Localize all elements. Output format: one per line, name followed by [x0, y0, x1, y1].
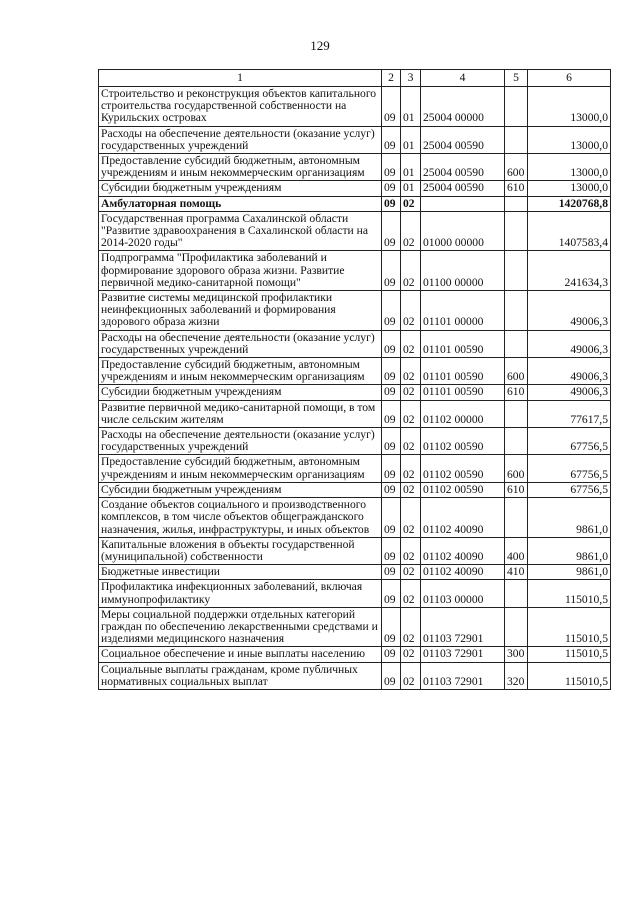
table-row	[99, 87, 611, 127]
row-name: Расходы на обеспечение деятельности (оказание услуг) государственных учреждений	[99, 428, 382, 455]
row-amount: 67756,5	[528, 455, 611, 482]
row-section: 09	[382, 498, 401, 538]
row-section: 09	[382, 154, 401, 181]
row-amount: 13000,0	[528, 126, 611, 153]
row-subsection: 02	[401, 662, 421, 689]
row-amount: 9861,0	[528, 537, 611, 564]
row-name: Бюджетные инвестиции	[99, 565, 382, 580]
header-col-1: 1	[99, 70, 382, 87]
row-expense-type	[505, 211, 528, 251]
row-name: Предоставление субсидий бюджетным, автономным учреждениям и иным некоммерческим организациям	[99, 358, 382, 385]
row-subsection: 02	[401, 251, 421, 291]
row-expense-type: 300	[505, 647, 528, 662]
row-amount: 1420768,8	[528, 196, 611, 211]
header-col-6: 6	[528, 70, 611, 87]
row-subsection: 02	[401, 400, 421, 427]
row-target-article: 01103 72901	[421, 662, 505, 689]
row-expense-type: 400	[505, 537, 528, 564]
row-name: Меры социальной поддержки отдельных категорий граждан по обеспечению лекарственными средствами и изделиями медицинского назначения	[99, 607, 382, 647]
row-subsection: 02	[401, 537, 421, 564]
row-subsection: 01	[401, 126, 421, 153]
row-name: Субсидии бюджетным учреждениям	[99, 385, 382, 400]
row-target-article: 01101 00590	[421, 330, 505, 357]
row-amount: 13000,0	[528, 154, 611, 181]
table-row	[99, 647, 611, 662]
row-name: Субсидии бюджетным учреждениям	[99, 181, 382, 196]
row-section: 09	[382, 251, 401, 291]
row-amount: 67756,5	[528, 482, 611, 497]
row-target-article: 01102 00590	[421, 455, 505, 482]
row-target-article: 25004 00590	[421, 154, 505, 181]
row-section: 09	[382, 126, 401, 153]
row-section: 09	[382, 565, 401, 580]
row-section: 09	[382, 662, 401, 689]
header-col-2: 2	[382, 70, 401, 87]
row-expense-type	[505, 126, 528, 153]
header-col-5: 5	[505, 70, 528, 87]
row-amount: 77617,5	[528, 400, 611, 427]
row-section: 09	[382, 607, 401, 647]
row-target-article: 01102 40090	[421, 537, 505, 564]
row-target-article: 01100 00000	[421, 251, 505, 291]
row-amount: 9861,0	[528, 565, 611, 580]
row-expense-type: 600	[505, 358, 528, 385]
row-amount: 49006,3	[528, 291, 611, 331]
row-amount: 49006,3	[528, 330, 611, 357]
row-section: 09	[382, 580, 401, 607]
row-target-article: 01102 40090	[421, 565, 505, 580]
table-row	[99, 455, 611, 482]
table-row	[99, 251, 611, 291]
row-target-article: 01102 00590	[421, 482, 505, 497]
table-row	[99, 607, 611, 647]
row-section: 09	[382, 181, 401, 196]
row-subsection: 02	[401, 498, 421, 538]
row-target-article: 25004 00590	[421, 126, 505, 153]
row-section: 09	[382, 211, 401, 251]
header-col-4: 4	[421, 70, 505, 87]
table-row	[99, 211, 611, 251]
row-target-article: 01102 00590	[421, 428, 505, 455]
table-row	[99, 330, 611, 357]
row-name: Социальное обеспечение и иные выплаты населению	[99, 647, 382, 662]
row-expense-type	[505, 330, 528, 357]
header-col-3: 3	[401, 70, 421, 87]
row-subsection: 02	[401, 647, 421, 662]
row-target-article: 01102 00000	[421, 400, 505, 427]
header-row	[99, 70, 611, 87]
row-section: 09	[382, 428, 401, 455]
row-amount: 115010,5	[528, 580, 611, 607]
row-subsection: 02	[401, 196, 421, 211]
table-row	[99, 428, 611, 455]
row-amount: 9861,0	[528, 498, 611, 538]
row-name: Строительство и реконструкция объектов капитального строительства государственной собственности на Курильских островах	[99, 87, 382, 127]
row-section: 09	[382, 455, 401, 482]
row-subsection: 02	[401, 428, 421, 455]
row-target-article: 25004 00590	[421, 181, 505, 196]
row-name: Подпрограмма "Профилактика заболеваний и формирование здорового образа жизни. Развитие первичной медико-санитарной помощи"	[99, 251, 382, 291]
row-subsection: 02	[401, 607, 421, 647]
row-name: Предоставление субсидий бюджетным, автономным учреждениям и иным некоммерческим организациям	[99, 154, 382, 181]
row-subsection: 02	[401, 565, 421, 580]
row-subsection: 01	[401, 87, 421, 127]
table-row	[99, 291, 611, 331]
row-amount: 13000,0	[528, 87, 611, 127]
row-section: 09	[382, 482, 401, 497]
row-name: Создание объектов социального и производственного комплексов, в том числе объектов общегражданского назначения, жилья, инфраструктуры, и иных объектов	[99, 498, 382, 538]
row-target-article: 01103 72901	[421, 647, 505, 662]
table-row	[99, 385, 611, 400]
row-subsection: 02	[401, 482, 421, 497]
row-name: Субсидии бюджетным учреждениям	[99, 482, 382, 497]
table-row	[99, 662, 611, 689]
row-name: Предоставление субсидий бюджетным, автономным учреждениям и иным некоммерческим организациям	[99, 455, 382, 482]
row-expense-type	[505, 291, 528, 331]
table-row	[99, 358, 611, 385]
row-target-article: 01102 40090	[421, 498, 505, 538]
row-amount: 67756,5	[528, 428, 611, 455]
row-subsection: 02	[401, 358, 421, 385]
row-expense-type	[505, 251, 528, 291]
row-expense-type: 600	[505, 154, 528, 181]
row-section: 09	[382, 537, 401, 564]
row-target-article: 25004 00000	[421, 87, 505, 127]
row-target-article: 01101 00590	[421, 358, 505, 385]
table-row	[99, 565, 611, 580]
row-target-article: 01101 00590	[421, 385, 505, 400]
row-name: Государственная программа Сахалинской области "Развитие здравоохранения в Сахалинской области на 2014-2020 годы"	[99, 211, 382, 251]
row-section: 09	[382, 647, 401, 662]
table-row	[99, 400, 611, 427]
row-expense-type: 600	[505, 455, 528, 482]
row-expense-type	[505, 196, 528, 211]
row-amount: 115010,5	[528, 607, 611, 647]
row-amount: 115010,5	[528, 662, 611, 689]
row-expense-type	[505, 607, 528, 647]
row-expense-type: 610	[505, 482, 528, 497]
row-target-article	[421, 196, 505, 211]
row-name: Расходы на обеспечение деятельности (оказание услуг) государственных учреждений	[99, 330, 382, 357]
table-row	[99, 482, 611, 497]
table-row	[99, 126, 611, 153]
table-row	[99, 580, 611, 607]
row-amount: 241634,3	[528, 251, 611, 291]
table-row	[99, 196, 611, 211]
row-section: 09	[382, 87, 401, 127]
row-target-article: 01101 00000	[421, 291, 505, 331]
row-section: 09	[382, 196, 401, 211]
row-subsection: 02	[401, 385, 421, 400]
row-section: 09	[382, 358, 401, 385]
table-row	[99, 154, 611, 181]
table-row	[99, 181, 611, 196]
row-name: Профилактика инфекционных заболеваний, включая иммунопрофилактику	[99, 580, 382, 607]
row-section: 09	[382, 330, 401, 357]
row-section: 09	[382, 291, 401, 331]
row-amount: 1407583,4	[528, 211, 611, 251]
row-name: Капитальные вложения в объекты государственной (муниципальной) собственности	[99, 537, 382, 564]
row-target-article: 01103 72901	[421, 607, 505, 647]
row-section: 09	[382, 400, 401, 427]
row-expense-type	[505, 87, 528, 127]
row-amount: 115010,5	[528, 647, 611, 662]
row-expense-type	[505, 498, 528, 538]
row-expense-type: 410	[505, 565, 528, 580]
row-expense-type: 610	[505, 385, 528, 400]
table-row	[99, 498, 611, 538]
row-section: 09	[382, 385, 401, 400]
row-name: Развитие системы медицинской профилактики неинфекционных заболеваний и формирования здорового образа жизни	[99, 291, 382, 331]
row-subsection: 02	[401, 455, 421, 482]
row-subsection: 02	[401, 330, 421, 357]
row-subsection: 02	[401, 580, 421, 607]
row-expense-type	[505, 428, 528, 455]
row-target-article: 01103 00000	[421, 580, 505, 607]
row-target-article: 01000 00000	[421, 211, 505, 251]
row-subsection: 02	[401, 291, 421, 331]
row-expense-type: 320	[505, 662, 528, 689]
row-name: Развитие первичной медико-санитарной помощи, в том числе сельским жителям	[99, 400, 382, 427]
row-amount: 13000,0	[528, 181, 611, 196]
row-name: Расходы на обеспечение деятельности (оказание услуг) государственных учреждений	[99, 126, 382, 153]
row-subsection: 02	[401, 211, 421, 251]
row-expense-type	[505, 580, 528, 607]
row-amount: 49006,3	[528, 358, 611, 385]
budget-table	[98, 69, 611, 690]
page-number: 129	[310, 38, 330, 53]
row-subsection: 01	[401, 181, 421, 196]
row-name: Социальные выплаты гражданам, кроме публичных нормативных социальных выплат	[99, 662, 382, 689]
table-row	[99, 537, 611, 564]
row-amount: 49006,3	[528, 385, 611, 400]
row-name: Амбулаторная помощь	[99, 196, 382, 211]
row-expense-type	[505, 400, 528, 427]
row-subsection: 01	[401, 154, 421, 181]
row-expense-type: 610	[505, 181, 528, 196]
